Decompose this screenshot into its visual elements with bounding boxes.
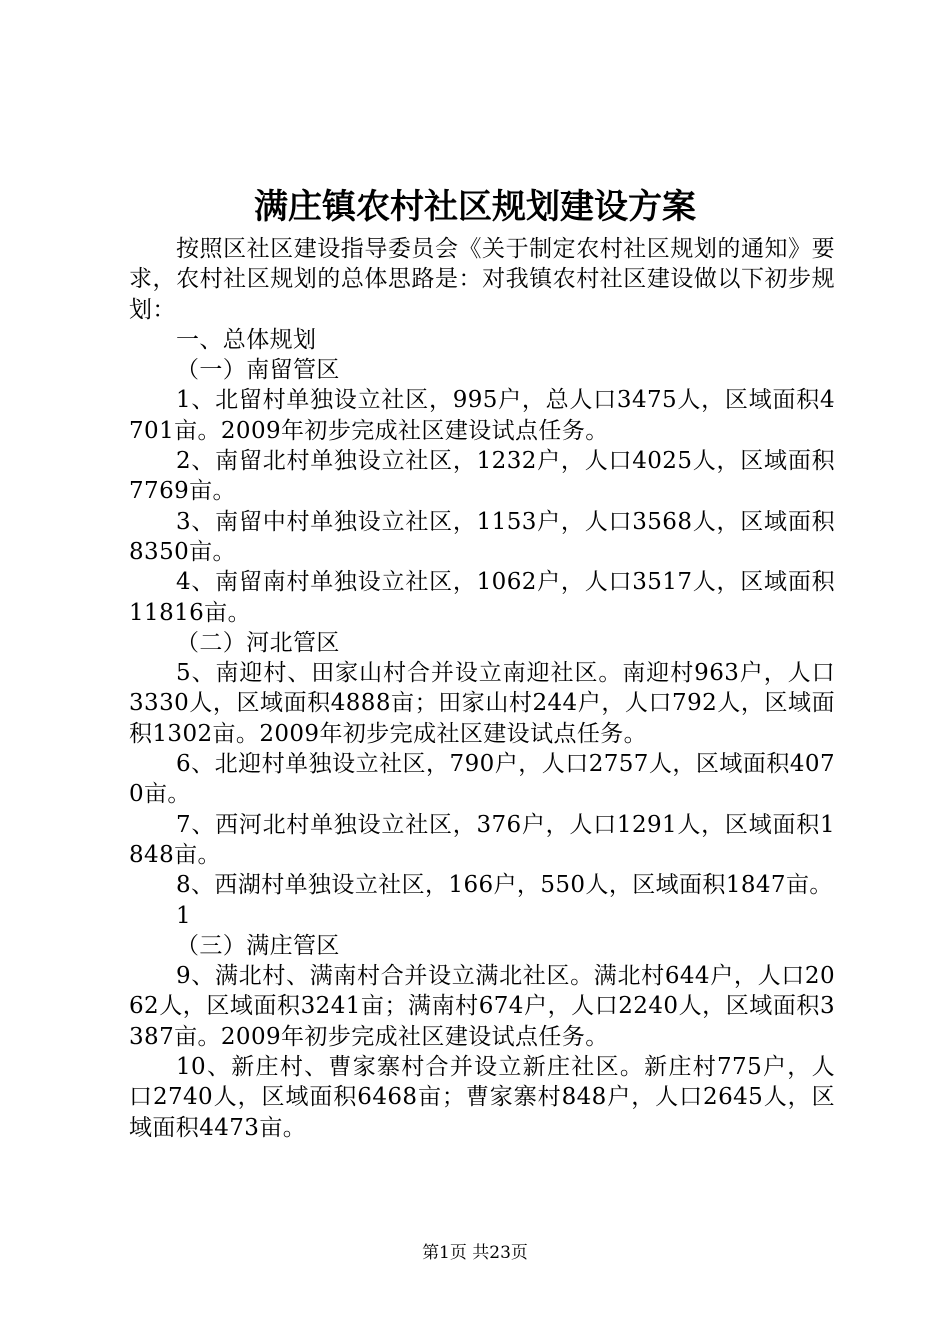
page-footer: 第1页 共23页 <box>422 1243 528 1263</box>
document-title: 满庄镇农村社区规划建设方案 <box>254 187 696 227</box>
list-item: 3、南留中村单独设立社区，1153户，人口3568人，区域面积8350亩。 <box>129 508 835 565</box>
list-item: 2、南留北村单独设立社区，1232户，人口4025人，区域面积7769亩。 <box>129 448 835 505</box>
subsection-heading-nanliu: （一）南留管区 <box>176 357 340 384</box>
list-item: 10、新庄村、曹家寨村合并设立新庄社区。新庄村775户，人口2740人，区域面积6468亩；曹家寨村848户，人口2645人，区域面积4473亩。 <box>129 1054 835 1141</box>
list-item: 9、满北村、满南村合并设立满北社区。满北村644户，人口2062人，区域面积3241亩；满南村674户，人口2240人，区域面积3387亩。2009年初步完成社区建设试点任务。 <box>129 963 835 1050</box>
list-item: 5、南迎村、田家山村合并设立南迎社区。南迎村963户，人口3330人，区域面积4888亩；田家山村244户，人口792人，区域面积1302亩。2009年初步完成社区建设试点任务。 <box>129 660 835 747</box>
list-item: 4、南留南村单独设立社区，1062户，人口3517人，区域面积11816亩。 <box>129 569 835 626</box>
subsection-heading-manzhuang: （三）满庄管区 <box>176 932 340 959</box>
intro-paragraph: 按照区社区建设指导委员会《关于制定农村社区规划的通知》要求，农村社区规划的总体思路是：对我镇农村社区建设做以下初步规划： <box>129 236 835 323</box>
list-item: 6、北迎村单独设立社区，790户，人口2757人，区域面积4070亩。 <box>129 751 835 808</box>
list-item: 1、北留村单独设立社区，995户，总人口3475人，区域面积4701亩。2009年初步完成社区建设试点任务。 <box>129 387 835 444</box>
list-item: 7、西河北村单独设立社区，376户，人口1291人，区域面积1848亩。 <box>129 811 835 868</box>
section-heading-overall-plan: 一、总体规划 <box>176 326 317 353</box>
subsection-heading-hebei: （二）河北管区 <box>176 629 340 656</box>
document-body <box>129 234 835 1143</box>
list-item: 8、西湖村单独设立社区，166户，550人，区域面积1847亩。 <box>176 872 833 899</box>
inline-page-marker: 1 <box>176 902 192 929</box>
